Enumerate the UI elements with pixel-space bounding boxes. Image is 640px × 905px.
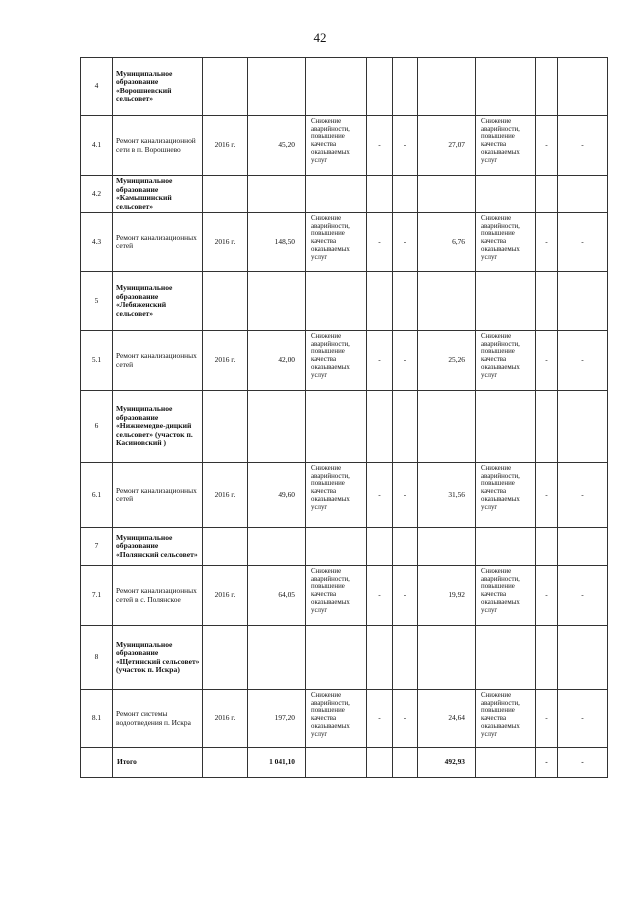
row-number: 6 [81, 391, 113, 463]
table-row [81, 566, 608, 626]
section-row [81, 272, 608, 331]
row-dash [367, 58, 393, 116]
row-dash [367, 528, 393, 566]
row-amount [248, 626, 306, 690]
row-value: 6,76 [418, 213, 476, 272]
row-dash: - [536, 213, 558, 272]
row-effect-2 [476, 626, 536, 690]
row-dash: - [558, 748, 608, 778]
row-dash [393, 58, 418, 116]
row-year [203, 528, 248, 566]
row-amount [248, 528, 306, 566]
row-name: Ремонт канализационной сети в п. Ворошнево [113, 116, 203, 176]
row-name: Муниципальное образование «Полянский сельсовет» [113, 528, 203, 566]
row-amount: 148,50 [248, 213, 306, 272]
row-dash [393, 272, 418, 331]
section-row [81, 58, 608, 116]
row-number: 4.2 [81, 176, 113, 213]
section-row [81, 391, 608, 463]
row-number: 7.1 [81, 566, 113, 626]
row-name: Муниципальное образование «Щетинский сельсовет» (участок п. Искра) [113, 626, 203, 690]
row-dash: - [367, 331, 393, 391]
row-effect [306, 58, 367, 116]
row-number: 6.1 [81, 463, 113, 528]
row-number: 5.1 [81, 331, 113, 391]
row-dash: - [536, 690, 558, 748]
row-dash: - [558, 213, 608, 272]
row-value: 25,26 [418, 331, 476, 391]
row-effect [306, 626, 367, 690]
row-year: 2016 г. [203, 566, 248, 626]
table-row [81, 690, 608, 748]
row-year: 2016 г. [203, 463, 248, 528]
row-dash [393, 176, 418, 213]
row-amount: 45,20 [248, 116, 306, 176]
row-name: Ремонт канализационных сетей [113, 463, 203, 528]
row-effect: Снижение аварийности, повышение качества оказываемых услуг [306, 213, 367, 272]
row-year [203, 176, 248, 213]
row-dash: - [558, 566, 608, 626]
row-effect-2: Снижение аварийности, повышение качества оказываемых услуг [476, 331, 536, 391]
row-dash [536, 58, 558, 116]
row-year: 2016 г. [203, 331, 248, 391]
row-value: 31,56 [418, 463, 476, 528]
row-name: Ремонт канализационных сетей [113, 213, 203, 272]
row-effect: Снижение аварийности, повышение качества оказываемых услуг [306, 116, 367, 176]
row-dash: - [367, 690, 393, 748]
row-dash: - [536, 463, 558, 528]
row-number: 5 [81, 272, 113, 331]
row-effect [306, 748, 367, 778]
table-row [81, 463, 608, 528]
section-row [81, 528, 608, 566]
row-dash [536, 626, 558, 690]
row-effect-2: Снижение аварийности, повышение качества оказываемых услуг [476, 213, 536, 272]
row-amount [248, 272, 306, 331]
row-number [81, 748, 113, 778]
row-year [203, 626, 248, 690]
row-year: 2016 г. [203, 690, 248, 748]
row-amount: 64,05 [248, 566, 306, 626]
row-effect-2 [476, 528, 536, 566]
table-row [81, 213, 608, 272]
row-amount: 1 041,10 [248, 748, 306, 778]
row-effect [306, 176, 367, 213]
program-table [80, 57, 608, 778]
row-year [203, 58, 248, 116]
row-dash: - [536, 116, 558, 176]
row-dash: - [536, 331, 558, 391]
row-value [418, 626, 476, 690]
row-effect-2 [476, 58, 536, 116]
row-effect-2: Снижение аварийности, повышение качества оказываемых услуг [476, 566, 536, 626]
row-amount [248, 58, 306, 116]
row-dash: - [558, 331, 608, 391]
row-dash: - [393, 331, 418, 391]
row-dash [558, 272, 608, 331]
row-dash [536, 528, 558, 566]
row-effect-2 [476, 391, 536, 463]
row-value [418, 528, 476, 566]
row-name: Ремонт системы водоотведения п. Искра [113, 690, 203, 748]
row-dash: - [367, 566, 393, 626]
row-number: 4 [81, 58, 113, 116]
row-dash [558, 626, 608, 690]
row-amount [248, 176, 306, 213]
row-amount: 49,60 [248, 463, 306, 528]
row-name: Ремонт канализационных сетей [113, 331, 203, 391]
row-effect-2 [476, 176, 536, 213]
row-dash: - [367, 213, 393, 272]
section-row [81, 626, 608, 690]
row-effect [306, 391, 367, 463]
row-effect-2 [476, 272, 536, 331]
row-value: 24,64 [418, 690, 476, 748]
row-dash: - [536, 748, 558, 778]
row-effect-2: Снижение аварийности, повышение качества оказываемых услуг [476, 116, 536, 176]
row-value [418, 176, 476, 213]
page-number: 42 [313, 30, 327, 45]
row-year [203, 272, 248, 331]
row-dash: - [393, 213, 418, 272]
row-dash [558, 176, 608, 213]
row-dash [393, 528, 418, 566]
table-row [81, 116, 608, 176]
row-effect-2: Снижение аварийности, повышение качества оказываемых услуг [476, 690, 536, 748]
row-year [203, 748, 248, 778]
row-year: 2016 г. [203, 116, 248, 176]
row-dash [536, 272, 558, 331]
row-name: Муниципальное образование «Ворошневский сельсовет» [113, 58, 203, 116]
row-effect: Снижение аварийности, повышение качества оказываемых услуг [306, 463, 367, 528]
row-name: Муниципальное образование «Камышинский сельсовет» [113, 176, 203, 213]
row-dash: - [558, 463, 608, 528]
row-dash [367, 391, 393, 463]
row-effect [306, 272, 367, 331]
row-effect-2 [476, 748, 536, 778]
row-effect: Снижение аварийности, повышение качества оказываемых услуг [306, 566, 367, 626]
row-dash [536, 176, 558, 213]
row-value [418, 391, 476, 463]
row-dash: - [393, 690, 418, 748]
row-name: Муниципальное образование «Лебяженский сельсовет» [113, 272, 203, 331]
row-dash [536, 391, 558, 463]
row-dash: - [367, 463, 393, 528]
row-dash: - [393, 463, 418, 528]
row-dash: - [536, 566, 558, 626]
row-amount: 197,20 [248, 690, 306, 748]
row-dash: - [558, 690, 608, 748]
row-value [418, 58, 476, 116]
row-dash [367, 748, 393, 778]
row-number: 8.1 [81, 690, 113, 748]
row-year: 2016 г. [203, 213, 248, 272]
row-value: 492,93 [418, 748, 476, 778]
row-effect-2: Снижение аварийности, повышение качества оказываемых услуг [476, 463, 536, 528]
table-body [81, 58, 608, 778]
row-dash [367, 272, 393, 331]
table-row [81, 331, 608, 391]
row-dash [558, 58, 608, 116]
row-name: Итого [113, 748, 203, 778]
row-amount: 42,00 [248, 331, 306, 391]
row-number: 7 [81, 528, 113, 566]
row-dash [367, 626, 393, 690]
row-value [418, 272, 476, 331]
row-dash [558, 391, 608, 463]
section-row [81, 176, 608, 213]
row-dash: - [393, 116, 418, 176]
row-effect: Снижение аварийности, повышение качества оказываемых услуг [306, 690, 367, 748]
row-dash [393, 391, 418, 463]
row-dash: - [393, 566, 418, 626]
row-dash: - [367, 116, 393, 176]
row-name: Муниципальное образование «Нижнемедве-дицкий сельсовет» (участок п. Касиновский ) [113, 391, 203, 463]
row-dash [558, 528, 608, 566]
row-dash [367, 176, 393, 213]
row-amount [248, 391, 306, 463]
row-number: 4.1 [81, 116, 113, 176]
row-year [203, 391, 248, 463]
total-row [81, 748, 608, 778]
row-number: 8 [81, 626, 113, 690]
row-value: 19,92 [418, 566, 476, 626]
row-value: 27,07 [418, 116, 476, 176]
row-dash [393, 626, 418, 690]
row-effect [306, 528, 367, 566]
row-dash: - [558, 116, 608, 176]
row-name: Ремонт канализационных сетей в с. Полянское [113, 566, 203, 626]
row-number: 4.3 [81, 213, 113, 272]
row-effect: Снижение аварийности, повышение качества оказываемых услуг [306, 331, 367, 391]
row-dash [393, 748, 418, 778]
